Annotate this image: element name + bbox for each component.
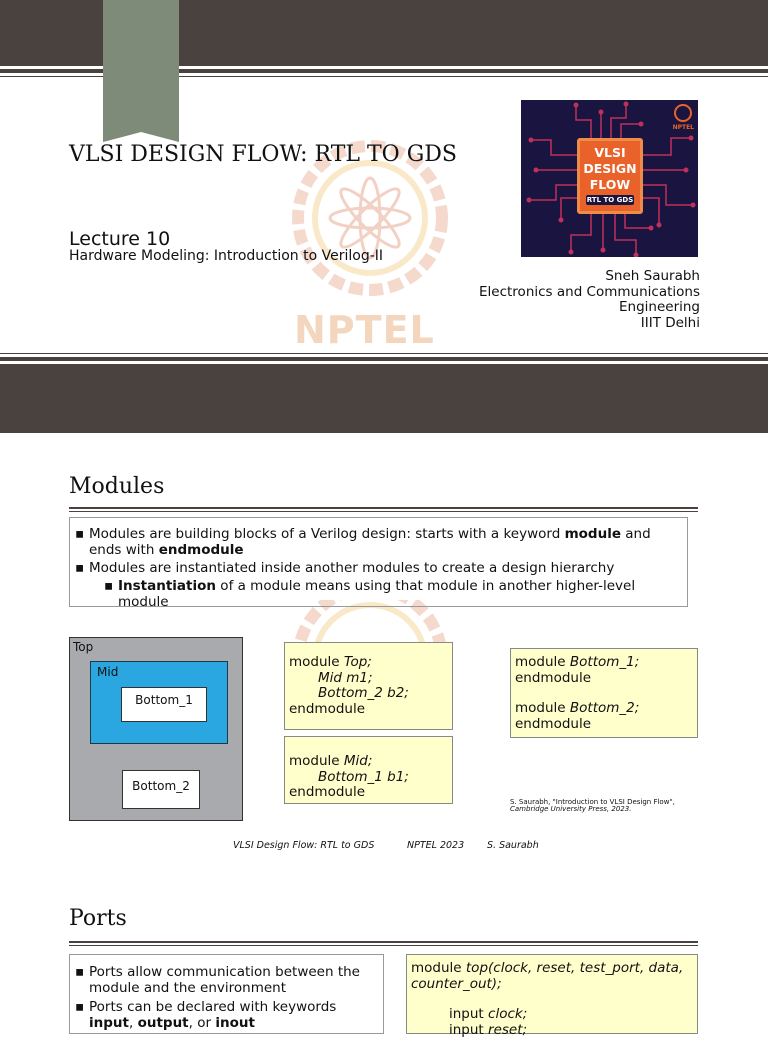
cover-line-1: VLSI xyxy=(580,145,640,161)
diagram-bottom1-box: Bottom_1 xyxy=(121,687,207,722)
author-dept-1: Electronics and Communications xyxy=(479,285,700,301)
code-keyword: module xyxy=(411,960,466,976)
code-identifier: Bottom_2; xyxy=(570,700,639,716)
code-line: counter_out); xyxy=(411,977,693,993)
cover-line-3: FLOW xyxy=(580,177,640,193)
code-line xyxy=(515,701,693,717)
modules-heading: Modules xyxy=(69,474,164,499)
code-keyword: input xyxy=(449,1022,488,1038)
ports-heading: Ports xyxy=(69,906,127,931)
code-line: endmodule xyxy=(515,717,693,733)
code-line xyxy=(515,655,693,671)
code-line: Mid m1; xyxy=(289,671,448,687)
code-identifier: clock; xyxy=(488,1006,527,1022)
bullet-text: and ends with xyxy=(89,526,651,558)
code-line xyxy=(411,961,693,977)
footer-author: S. Saurabh xyxy=(487,840,539,851)
bullet-text: Ports can be declared with keywords xyxy=(89,999,336,1015)
diagram-top-label: Top xyxy=(73,640,93,654)
keyword-module: module xyxy=(565,526,621,542)
bullet-ports-keywords xyxy=(89,1000,377,1031)
citation-line-1: S. Saurabh, "Introduction to VLSI Design Flow", xyxy=(510,799,675,806)
code-identifier: Mid; xyxy=(344,753,373,769)
code-line: Bottom_2 b2; xyxy=(289,686,448,702)
code-keyword: module xyxy=(515,654,570,670)
footer-course: VLSI Design Flow: RTL to GDS xyxy=(233,840,374,851)
code-keyword: module xyxy=(515,700,570,716)
modules-heading-rule-thick xyxy=(69,507,698,509)
nptel-logo-icon xyxy=(674,104,692,122)
ports-bullets xyxy=(69,954,384,1034)
diagram-mid-label: Mid xyxy=(97,665,118,679)
code-identifier: top(clock, reset, test_port, data, xyxy=(466,960,683,976)
nptel-watermark-text: NPTEL xyxy=(294,308,435,352)
cover-tag: RTL TO GDS xyxy=(586,195,634,205)
code-keyword: module xyxy=(289,753,344,769)
slide1-bottom-band xyxy=(0,364,768,433)
citation xyxy=(510,799,675,813)
code-line: endmodule xyxy=(289,785,448,801)
modules-bullets xyxy=(69,517,688,607)
cover-logo-text: NPTEL xyxy=(673,124,694,131)
code-line: endmodule xyxy=(289,702,448,718)
citation-line-2: Cambridge University Press, 2023. xyxy=(510,806,675,813)
code-identifier: Top; xyxy=(344,654,372,670)
slide1-bottom-rule-thick xyxy=(0,357,768,361)
course-cover-image xyxy=(521,100,698,257)
code-line xyxy=(289,754,448,770)
diagram-bottom2-box: Bottom_2 xyxy=(122,770,200,809)
bullet-building-blocks xyxy=(89,526,681,558)
subbullet-instantiation xyxy=(118,578,681,610)
code-ports-module xyxy=(406,954,698,1034)
code-top-module xyxy=(284,642,453,730)
code-mid-module xyxy=(284,736,453,804)
code-line xyxy=(289,655,448,671)
keyword-input: input xyxy=(89,1015,129,1031)
code-bottom-modules xyxy=(510,648,698,738)
keyword-endmodule: endmodule xyxy=(159,542,244,558)
code-identifier: reset; xyxy=(488,1022,527,1038)
footer-org: NPTEL 2023 xyxy=(407,840,464,851)
bullet-text: , xyxy=(129,1015,138,1031)
author-name: Sneh Saurabh xyxy=(479,269,700,285)
code-line: endmodule xyxy=(515,671,693,687)
ports-heading-rule-thick xyxy=(69,941,698,943)
author-block xyxy=(479,269,700,331)
code-identifier: Bottom_1; xyxy=(570,654,639,670)
hierarchy-diagram xyxy=(69,637,243,821)
code-line: Bottom_1 b1; xyxy=(289,770,448,786)
slide1-bottom-rule-thin xyxy=(0,353,768,354)
bullet-ports-communication: ▪ Ports allow communication between the module and the environment xyxy=(89,965,377,996)
bookmark-ribbon xyxy=(103,0,179,142)
author-dept-2: Engineering xyxy=(479,300,700,316)
bullet-instantiated: ▪ Modules are instantiated inside another modules to create a design hierarchy xyxy=(89,560,681,576)
keyword-inout: inout xyxy=(215,1015,255,1031)
cover-chip xyxy=(577,138,643,214)
bullet-text: of a module means using that module in another higher-level module xyxy=(118,578,635,610)
keyword-output: output xyxy=(138,1015,189,1031)
code-keyword: module xyxy=(289,654,344,670)
bullet-text: Modules are building blocks of a Verilog design: starts with a keyword xyxy=(89,526,565,542)
ports-heading-rule-thin xyxy=(69,945,698,946)
lecture-number: Lecture 10 xyxy=(69,228,170,250)
author-institute: IIIT Delhi xyxy=(479,316,700,332)
diagram-mid-box xyxy=(90,661,228,744)
modules-heading-rule-thin xyxy=(69,511,698,512)
code-line xyxy=(411,1023,693,1038)
code-keyword: input xyxy=(449,1006,488,1022)
lecture-subtitle: Hardware Modeling: Introduction to Verilog-II xyxy=(69,248,383,264)
code-line xyxy=(411,1007,693,1023)
cover-line-2: DESIGN xyxy=(580,161,640,177)
keyword-instantiation: Instantiation xyxy=(118,578,216,594)
bullet-text: , or xyxy=(189,1015,216,1031)
slide-title: VLSI DESIGN FLOW: RTL TO GDS xyxy=(69,141,489,169)
